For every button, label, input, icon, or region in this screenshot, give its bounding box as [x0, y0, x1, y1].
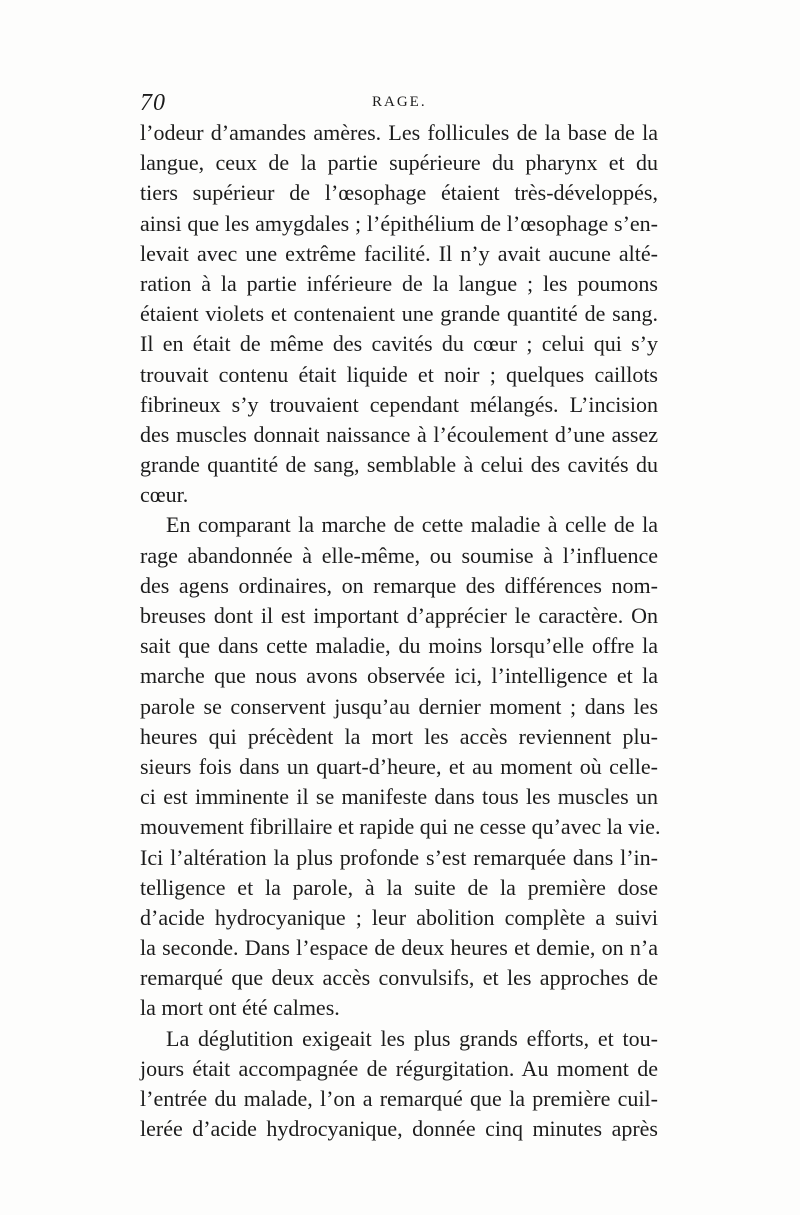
text-line: trouvait contenu était liquide et noir ; quelques caillots	[140, 361, 658, 387]
text-line: heures qui précèdent la mort les accès reviennent plu-	[140, 723, 658, 749]
text-line: d’acide hydrocyanique ; leur abolition complète a suivi	[140, 904, 658, 930]
text-line: mouvement fibrillaire et rapide qui ne cesse qu’avec la vie.	[140, 814, 661, 840]
text-line: langue, ceux de la partie supérieure du pharynx et du	[140, 150, 658, 176]
text-line: parole se conservent jusqu’au dernier moment ; dans les	[140, 693, 658, 719]
text-line: Ici l’altération la plus profonde s’est remarquée dans l’in-	[140, 844, 658, 870]
body-text	[140, 118, 661, 1144]
text-line: rage abandonnée à elle-même, ou soumise à l’influence	[140, 542, 658, 568]
text-line: En comparant la marche de cette maladie à celle de la	[166, 512, 658, 538]
text-line: l’entrée du malade, l’on a remarqué que la première cuil-	[140, 1086, 658, 1111]
text-line: marche que nous avons observée ici, l’intelligence et la	[140, 663, 658, 689]
text-line: remarqué que deux accès convulsifs, et les approches de	[140, 965, 658, 991]
text-line: fibrineux s’y trouvaient cependant mélangés. L’incision	[140, 391, 658, 417]
text-line: l’odeur d’amandes amères. Les follicules de la base de la	[140, 120, 658, 145]
text-line: telligence et la parole, à la suite de la première dose	[140, 874, 658, 900]
text-line: des muscles donnait naissance à l’écoulement d’une assez	[140, 421, 658, 447]
text-line: des agens ordinaires, on remarque des différences nom-	[140, 572, 658, 598]
text-line: Il en était de même des cavités du cœur ; celui qui s’y	[140, 331, 658, 357]
page-number: 70	[140, 90, 166, 116]
text-line: La déglutition exigeait les plus grands efforts, et tou-	[166, 1025, 658, 1051]
text-line: sait que dans cette maladie, du moins lorsqu’elle offre la	[140, 633, 658, 659]
text-line: ainsi que les amygdales ; l’épithélium de l’œsophage s’en-	[140, 210, 658, 236]
text-line: ci est imminente il se manifeste dans tous les muscles un	[140, 784, 658, 810]
page-header	[140, 90, 670, 120]
text-line: étaient violets et contenaient une grande quantité de sang.	[140, 301, 658, 327]
text-line: grande quantité de sang, semblable à celui des cavités du	[140, 452, 658, 478]
text-line: lerée d’acide hydrocyanique, donnée cinq minutes après	[140, 1116, 658, 1142]
text-line: la mort ont été calmes.	[140, 995, 340, 1021]
text-line: la seconde. Dans l’espace de deux heures et demie, on n’a	[140, 935, 658, 961]
text-line: ration à la partie inférieure de la langue ; les poumons	[140, 270, 658, 296]
text-line: jours était accompagnée de régurgitation. Au moment de	[140, 1055, 658, 1081]
text-line: sieurs fois dans un quart-d’heure, et au moment où celle-	[140, 753, 658, 779]
text-line: breuses dont il est important d’apprécier le caractère. On	[140, 603, 658, 628]
text-line: cœur.	[140, 482, 189, 508]
text-line: tiers supérieur de l’œsophage étaient très-développés,	[140, 180, 658, 206]
text-line: levait avec une extrême facilité. Il n’y avait aucune alté-	[140, 240, 658, 266]
running-head: RAGE.	[372, 94, 427, 110]
